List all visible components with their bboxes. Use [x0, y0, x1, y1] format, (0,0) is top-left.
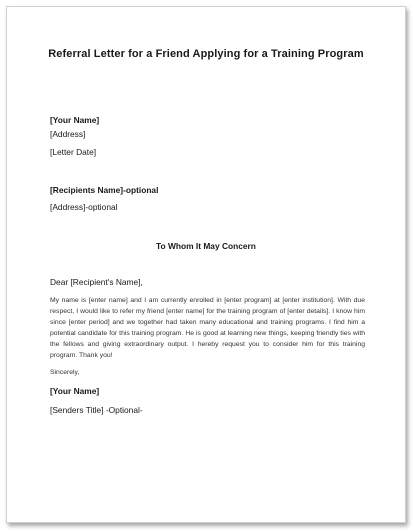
recipient-address: [Address]-optional — [50, 202, 118, 212]
signature-name: [Your Name] — [50, 386, 100, 396]
recipient-name: [Recipients Name]-optional — [50, 185, 159, 195]
signature-title: [Senders Title] -Optional- — [50, 405, 143, 415]
sender-address: [Address] — [50, 129, 86, 139]
salutation-heading: To Whom It May Concern — [156, 241, 256, 251]
letter-date: [Letter Date] — [50, 147, 97, 157]
letter-page — [6, 6, 406, 523]
sender-name: [Your Name] — [50, 115, 100, 125]
closing: Sincerely, — [50, 369, 80, 376]
letter-body: My name is [enter name] and I am currently enrolled in [enter program] at [enter institution]. With due respect, I would like to refer my friend [enter name] for the training program of [enter details]. I know him since [enter period] and we together had taken many educational and training programs. I find him a potential candidate for this training program. He is good at learning new things, keeping friendly ties with the fellows and giving extraordinary output. I hereby request you to consider him for this training program. Thank you! — [50, 297, 365, 359]
greeting: Dear [Recipient's Name], — [50, 277, 143, 287]
document-title: Referral Letter for a Friend Applying for a Training Program — [48, 48, 364, 60]
